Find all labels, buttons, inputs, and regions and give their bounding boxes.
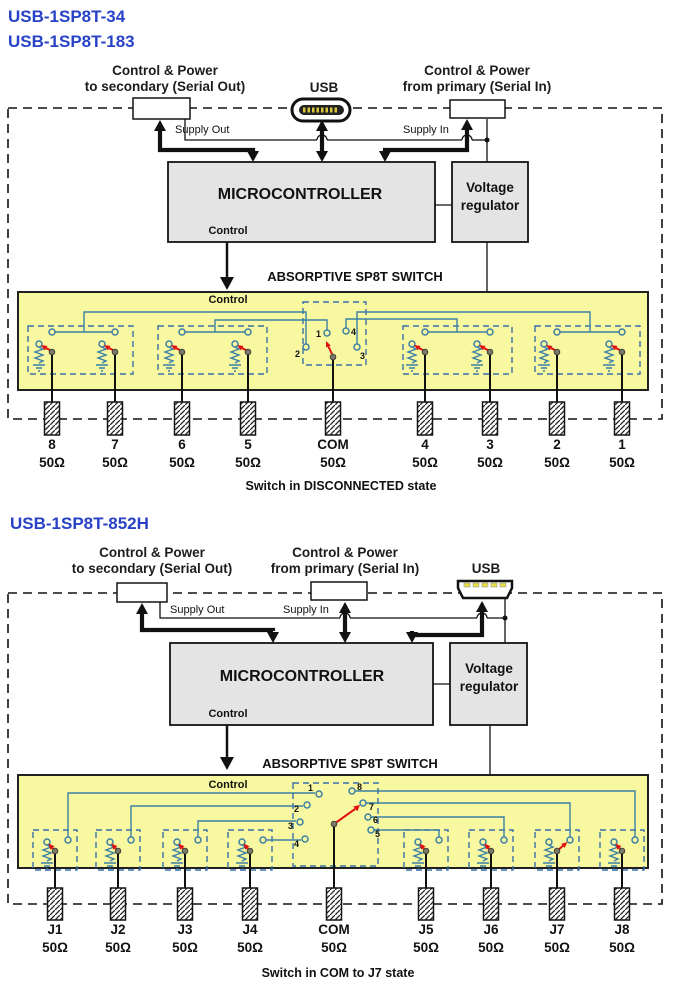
d2-supply-out-label: Supply Out bbox=[170, 604, 225, 616]
d1-vreg-line1: Voltage bbox=[466, 180, 514, 195]
d1-port-label: 6 bbox=[178, 437, 186, 452]
d2-mcu-label: MICROCONTROLLER bbox=[219, 668, 385, 685]
d1-port-label: 2 bbox=[553, 437, 561, 452]
d2-header-mid-line1: Control & Power bbox=[292, 545, 398, 560]
d2-port-impedance: 50Ω bbox=[321, 940, 347, 955]
d2-supply-in-label: Supply In bbox=[283, 604, 329, 616]
d2-switch-control-label: Control bbox=[208, 779, 248, 791]
d1-port-labels bbox=[39, 437, 635, 470]
d1-vreg-line2: regulator bbox=[460, 198, 520, 213]
d1-usb-label: USB bbox=[309, 80, 339, 95]
d1-mcu-control-label: Control bbox=[208, 225, 248, 237]
d1-contact-4: 4 bbox=[351, 327, 357, 337]
d1-port-label: 4 bbox=[421, 437, 429, 452]
d2-port-label: J7 bbox=[549, 922, 565, 937]
d1-port-impedance: 50Ω bbox=[544, 455, 570, 470]
d1-port-impedance: 50Ω bbox=[169, 455, 195, 470]
d2-port-label: COM bbox=[318, 922, 350, 937]
d2-port-impedance: 50Ω bbox=[609, 940, 635, 955]
d2-port-impedance: 50Ω bbox=[172, 940, 198, 955]
title-model-a: USB-1SP8T-34 bbox=[8, 7, 126, 26]
d2-port-label: J6 bbox=[483, 922, 499, 937]
d1-port-label: 5 bbox=[244, 437, 252, 452]
d1-header-left-line1: Control & Power bbox=[112, 63, 218, 78]
d2-port-label: J2 bbox=[110, 922, 126, 937]
d1-node-dot bbox=[485, 138, 490, 143]
d1-header-right-line1: Control & Power bbox=[424, 63, 530, 78]
d1-contact-3: 3 bbox=[360, 351, 366, 361]
d2-contact-1: 1 bbox=[307, 783, 313, 793]
d1-port-impedance: 50Ω bbox=[102, 455, 128, 470]
d1-port-impedance: 50Ω bbox=[609, 455, 635, 470]
d2-control-arrow bbox=[220, 725, 234, 770]
d2-contact-7: 7 bbox=[369, 802, 375, 812]
d2-port-label: J1 bbox=[47, 922, 63, 937]
d1-port-label: COM bbox=[317, 437, 349, 452]
d2-contact-5: 5 bbox=[375, 829, 381, 839]
d2-node-dot bbox=[503, 616, 508, 621]
d1-header-right-line2: from primary (Serial In) bbox=[402, 79, 552, 94]
d1-port-impedance: 50Ω bbox=[39, 455, 65, 470]
d2-port-label: J8 bbox=[614, 922, 630, 937]
d1-contact-2: 2 bbox=[294, 349, 300, 359]
d2-port-label: J4 bbox=[242, 922, 258, 937]
d2-port-impedance: 50Ω bbox=[237, 940, 263, 955]
d1-serial-out-box bbox=[133, 98, 190, 119]
d1-port-impedance: 50Ω bbox=[320, 455, 346, 470]
d2-vreg-line1: Voltage bbox=[465, 661, 513, 676]
d1-port-label: 3 bbox=[486, 437, 494, 452]
title-model-c: USB-1SP8T-852H bbox=[10, 514, 149, 533]
d1-port-impedance: 50Ω bbox=[235, 455, 261, 470]
d2-contact-2: 2 bbox=[293, 804, 299, 814]
d2-port-impedance: 50Ω bbox=[105, 940, 131, 955]
d1-switch-heading: ABSORPTIVE SP8T SWITCH bbox=[267, 269, 443, 284]
d2-port-labels bbox=[42, 922, 635, 955]
d1-mcu-label: MICROCONTROLLER bbox=[217, 186, 383, 203]
d2-port-impedance: 50Ω bbox=[413, 940, 439, 955]
d1-header-left-line2: to secondary (Serial Out) bbox=[84, 79, 246, 94]
d2-port-impedance: 50Ω bbox=[478, 940, 504, 955]
d2-mcu-control-label: Control bbox=[208, 708, 248, 720]
d1-supply-out-label: Supply Out bbox=[175, 124, 230, 136]
d1-serial-in-box bbox=[450, 100, 505, 118]
d2-header-left-line1: Control & Power bbox=[99, 545, 205, 560]
d2-switch-heading: ABSORPTIVE SP8T SWITCH bbox=[262, 756, 438, 771]
usb-c-connector-icon bbox=[292, 99, 350, 121]
d2-header-mid-line2: from primary (Serial In) bbox=[270, 561, 420, 576]
d2-serial-in-box bbox=[311, 582, 367, 600]
d2-contact-3: 3 bbox=[287, 821, 293, 831]
d2-contact-4: 4 bbox=[293, 839, 299, 849]
d2-port-impedance: 50Ω bbox=[544, 940, 570, 955]
d2-contact-6: 6 bbox=[373, 815, 379, 825]
d2-usb-label: USB bbox=[471, 561, 501, 576]
d2-port-label: J3 bbox=[177, 922, 193, 937]
d2-header-left-line2: to secondary (Serial Out) bbox=[71, 561, 233, 576]
d1-port-label: 7 bbox=[111, 437, 119, 452]
d2-contact-8: 8 bbox=[357, 782, 363, 792]
d1-control-arrow bbox=[220, 242, 234, 290]
d1-port-label: 1 bbox=[618, 437, 626, 452]
d1-switch-control-label: Control bbox=[208, 294, 248, 306]
title-model-b: USB-1SP8T-183 bbox=[8, 32, 135, 51]
d1-supply-in-label: Supply In bbox=[403, 124, 449, 136]
d1-port-impedance: 50Ω bbox=[412, 455, 438, 470]
d1-port-impedance: 50Ω bbox=[477, 455, 503, 470]
d2-port-label: J5 bbox=[418, 922, 434, 937]
d2-vreg-line2: regulator bbox=[459, 679, 519, 694]
d2-port-impedance: 50Ω bbox=[42, 940, 68, 955]
usb-a-connector-icon bbox=[458, 581, 512, 598]
d2-caption: Switch in COM to J7 state bbox=[261, 966, 415, 980]
d1-caption: Switch in DISCONNECTED state bbox=[245, 479, 437, 493]
d1-port-label: 8 bbox=[48, 437, 56, 452]
d2-serial-out-box bbox=[117, 583, 167, 602]
diagram2 bbox=[8, 545, 662, 980]
d1-contact-1: 1 bbox=[315, 329, 321, 339]
diagram1 bbox=[8, 63, 662, 493]
